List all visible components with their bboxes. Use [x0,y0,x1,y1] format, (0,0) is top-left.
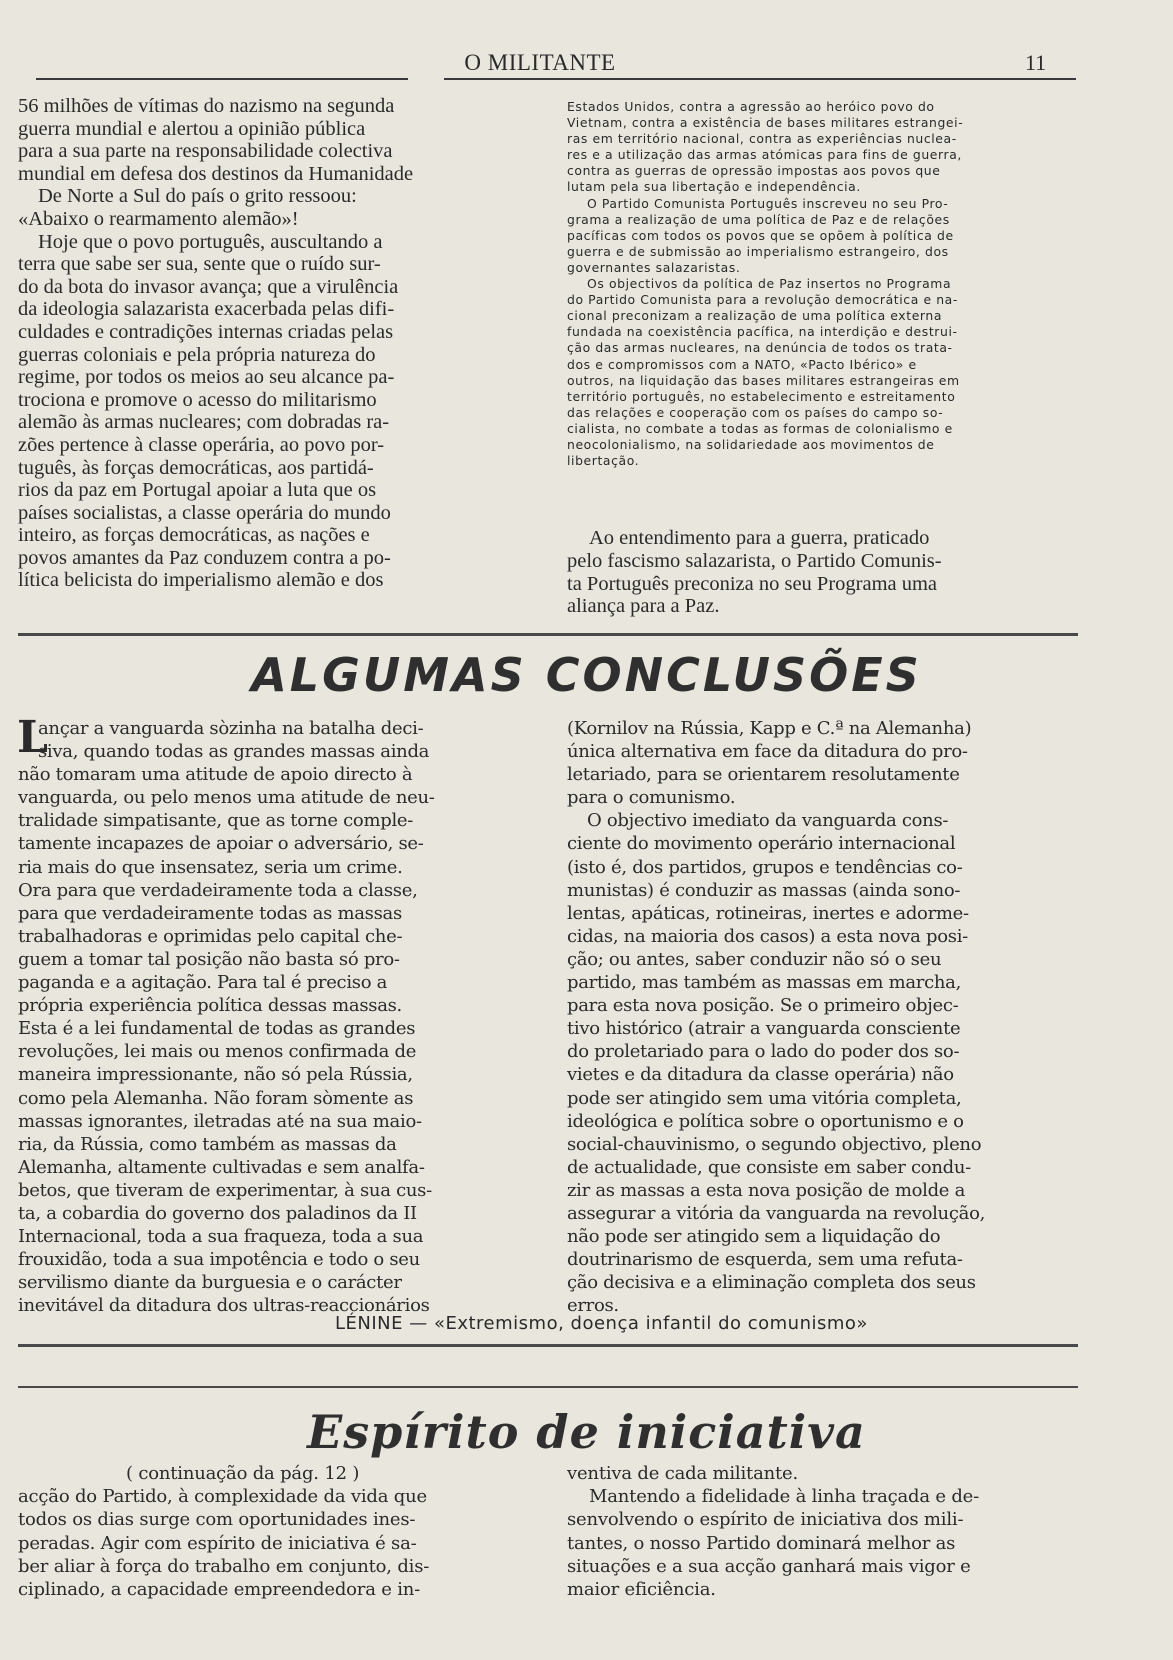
text-line: ciente do movimento operário internacional [567,833,956,855]
text-line: pode ser atingido sem uma vitória completa, [567,1087,962,1109]
text-line: fundada na coexistência pacífica, na interdição e destrui- [567,324,958,340]
header-rule-left [36,78,408,80]
quote-attribution: LÉNINE — «Extremismo, doença infantil do comunismo» [335,1313,868,1334]
text-line: própria experiência política dessas massas. [18,995,402,1017]
text-line: senvolvendo o espírito de iniciativa dos mili- [567,1509,964,1531]
text-line: zir as massas a esta nova posição de molde a [567,1179,966,1201]
text-line: O objectivo imediato da vanguarda cons- [587,810,949,832]
text-line: situações e a sua acção ganhará mais vigor e [567,1555,971,1577]
top-right-conclusion [567,527,942,618]
text-line: rios da paz em Portugal apoiar a luta que os [18,479,377,502]
text-line: outros, na liquidação das bases militares estrangeiras em [567,372,960,388]
text-line: doutrinarismo de esquerda, sem uma refuta- [567,1249,963,1271]
text-line: para esta nova posição. Se o primeiro objec- [567,995,959,1017]
text-line: como pela Alemanha. Não foram sòmente as [18,1087,414,1109]
text-line: pelo fascismo salazarista, o Partido Comunis- [567,549,942,572]
text-line: siva, quando todas as grandes massas ainda [38,741,430,763]
text-line: ção decisiva e a eliminação completa dos seus [567,1272,976,1294]
text-line: trociona e promove o acesso do militarismo [18,388,377,411]
text-line: cional preconizam a realização de uma política externa [567,308,943,324]
publication-title: O MILITANTE [464,50,616,75]
section-title-conclusoes: ALGUMAS CONCLUSÕES [251,648,922,702]
text-line: mundial em defesa dos destinos da Humanidade [18,162,414,185]
text-line: lentas, apáticas, rotineiras, inertes e adorme- [567,902,969,924]
section-title-iniciativa: Espírito de iniciativa [307,1405,866,1459]
text-line: «Abaixo o rearmamento alemão»! [18,207,299,230]
text-line: guerra e de submissão ao imperialismo estrangeiro, dos [567,243,949,259]
text-line: guerra mundial e alertou a opinião pública [18,117,366,140]
text-line: de actualidade, que consiste em saber condu- [567,1156,971,1178]
text-line: do proletariado para o lado do poder dos so- [567,1041,960,1063]
text-line: Mantendo a fidelidade à linha traçada e de- [589,1486,980,1508]
section-divider-1 [18,633,1078,636]
text-line: paganda e a agitação. Para tal é preciso a [18,972,388,994]
text-line: Esta é a lei fundamental de todas as grandes [18,1018,416,1040]
text-line: para o comunismo. [567,787,736,809]
text-line: ventiva de cada militante. [567,1463,799,1484]
text-line: regime, por todos os meios ao seu alcance pa- [18,366,395,389]
text-line: alemão às armas nucleares; com dobradas ra- [18,411,390,434]
text-line: ção das armas nucleares, na denúncia de todos os trata- [567,340,953,356]
text-line: povos amantes da Paz conduzem contra a po- [18,546,391,569]
text-line: (isto é, dos partidos, grupos e tendências co- [567,856,963,878]
text-line: neocolonialismo, na solidariedade aos movimentos de [567,436,935,452]
text-line: revoluções, lei mais ou menos confirmada de [18,1041,417,1063]
text-line: ras em território nacional, contra as experiências nuclea- [567,131,957,147]
text-line: partido, mas também as massas em marcha, [567,972,962,994]
text-line: tamente incapazes de apoiar o adversário, se- [18,833,424,855]
text-line: servilismo diante da burguesia e o carácter [18,1272,402,1294]
text-line: ber aliar à força do trabalho em conjunto, dis- [18,1555,430,1577]
top-right-column [567,99,963,469]
text-line: cialista, no combate a todas as formas de colonialismo e [567,420,953,436]
drop-cap: L [17,712,48,763]
text-line: todos os dias surge com oportunidades ines- [18,1509,416,1531]
text-line: ta Português preconiza no seu Programa uma [567,572,938,595]
top-left-column [18,95,413,592]
text-line: massas ignorantes, iletradas até na sua maio- [18,1110,422,1132]
conclusoes-right-column [567,717,985,1317]
conclusoes-left-column [17,712,435,1317]
iniciativa-left-column [18,1462,429,1601]
text-line: da ideologia salazarista exacerbada pelas difi- [18,298,395,321]
text-line: res e a utilização das armas atómicas para fins de guerra, [567,147,962,163]
text-line: ciplinado, a capacidade empreendedora e in- [18,1579,421,1601]
text-line: zões pertence à classe operária, ao povo por- [18,433,385,456]
text-line: pacíficas com todos os povos que se opõem à política de [567,227,954,243]
text-line: ria mais do que insensatez, seria um crime. [18,856,403,878]
text-line: tuguês, às forças democráticas, aos partidá- [18,456,374,479]
text-line: tantes, o nosso Partido dominará melhor as [567,1532,956,1554]
text-line: do da bota do invasor avança; que a virulência [18,275,399,298]
text-line: peradas. Agir com espírito de iniciativa é sa- [18,1532,417,1554]
text-line: cidas, na maioria dos casos) a esta nova posi- [567,925,968,947]
text-line: não pode ser atingido sem a liquidação do [567,1226,941,1248]
text-line: frouxidão, toda a sua impotência e todo o seu [18,1249,420,1271]
text-line: das relações e cooperação com os países do campo so- [567,404,944,420]
text-line: letariado, para se orientarem resolutamente [567,764,960,786]
text-line: governantes salazaristas. [567,259,741,275]
page-number: 11 [1025,50,1047,75]
text-line: Alemanha, altamente cultivadas e sem analfa- [18,1156,425,1178]
text-line: guerras coloniais e pela própria natureza do [18,343,376,366]
text-line: social-chauvinismo, o segundo objectivo, pleno [567,1133,982,1155]
text-line: vanguarda, ou pelo menos uma atitude de neu- [18,787,435,809]
text-line: maior eficiência. [567,1579,716,1601]
text-line: grama a realização de uma política de Paz e de relações [567,211,950,227]
text-line: ria, da Rússia, como também as massas da [18,1133,397,1155]
text-line: não tomaram uma atitude de apoio directo à [18,764,413,786]
text-line: ideológica e política sobre o oportunismo e o [567,1110,964,1132]
text-line: ançar a vanguarda sòzinha na batalha deci- [38,718,424,739]
text-line: erros. [567,1295,619,1317]
text-line: vietes e da ditadura da classe operária) não [567,1064,954,1086]
text-line: do Partido Comunista para a revolução democrática e na- [567,292,958,308]
text-line: assegurar a vitória da vanguarda na revolução, [567,1202,986,1224]
iniciativa-right-column [567,1462,979,1601]
text-line: contra as guerras de opressão impostas aos povos que [567,163,941,179]
text-line: para que verdadeiramente todas as massas [18,902,402,924]
text-line: para a sua parte na responsabilidade colectiva [18,140,393,163]
text-line: território português, no estabelecimento e estreitamento [567,388,956,404]
text-line: 56 milhões de vítimas do nazismo na segunda [18,95,395,117]
section-divider-2 [18,1344,1078,1347]
text-line: Estados Unidos, contra a agressão ao heróico povo do [567,99,935,114]
text-line: inteiro, as forças democráticas, as nações e [18,524,370,547]
text-line: Ao entendimento para a guerra, praticado [589,527,930,549]
text-line: Vietnam, contra a existência de bases militares estrangei- [567,115,964,131]
text-line: culdades e contradições internas criadas pelas [18,320,394,343]
text-line: terra que sabe ser sua, sente que o ruído sur- [18,253,381,276]
text-line: trabalhadoras e oprimidas pelo capital che- [18,925,403,947]
text-line: lítica belicista do imperialismo alemão e dos [18,569,384,592]
text-line: lutam pela sua libertação e independência. [567,179,861,195]
text-line: O Partido Comunista Português inscreveu no seu Pro- [587,195,949,211]
text-line: Os objectivos da política de Paz insertos no Programa [587,276,952,292]
text-line: aliança para a Paz. [567,595,720,618]
text-line: inevitável da ditadura dos ultras-reaccionários [18,1295,430,1317]
text-line: tralidade simpatisante, que as torne comple- [18,810,414,832]
text-line: maneira impressionante, não só pela Rússia, [18,1064,413,1086]
text-line: única alternativa em face da ditadura do pro- [567,741,968,763]
text-line: guem a tomar tal posição não basta só pro- [18,948,400,970]
section-divider-3 [18,1386,1078,1388]
text-line: acção do Partido, à complexidade da vida que [18,1486,427,1508]
text-line: tivo histórico (atrair a vanguarda consciente [567,1018,961,1040]
text-line: ção; ou antes, saber conduzir não só o seu [567,948,942,970]
text-line: Hoje que o povo português, auscultando a [38,230,383,253]
text-line: betos, que tiveram de experimentar, à sua cus- [18,1179,432,1201]
text-line: ta, a cobardia do governo dos paladinos da II [18,1202,417,1224]
text-line: De Norte a Sul do país o grito ressoou: [38,185,357,208]
text-line: Internacional, toda a sua fraqueza, toda a sua [18,1226,424,1248]
text-line: dos e compromissos com a NATO, «Pacto Ibérico» e [567,356,917,372]
text-line: ( continuação da pág. 12 ) [126,1463,360,1484]
text-line: países socialistas, a classe operária do mundo [18,501,391,524]
text-line: munistas) é conduzir as massas (ainda sono- [567,879,961,901]
header-rule-right [444,78,1076,80]
text-line: libertação. [567,453,640,469]
text-line: (Kornilov na Rússia, Kapp e C.ª na Alemanha) [567,718,972,739]
text-line: Ora para que verdadeiramente toda a classe, [18,879,418,901]
